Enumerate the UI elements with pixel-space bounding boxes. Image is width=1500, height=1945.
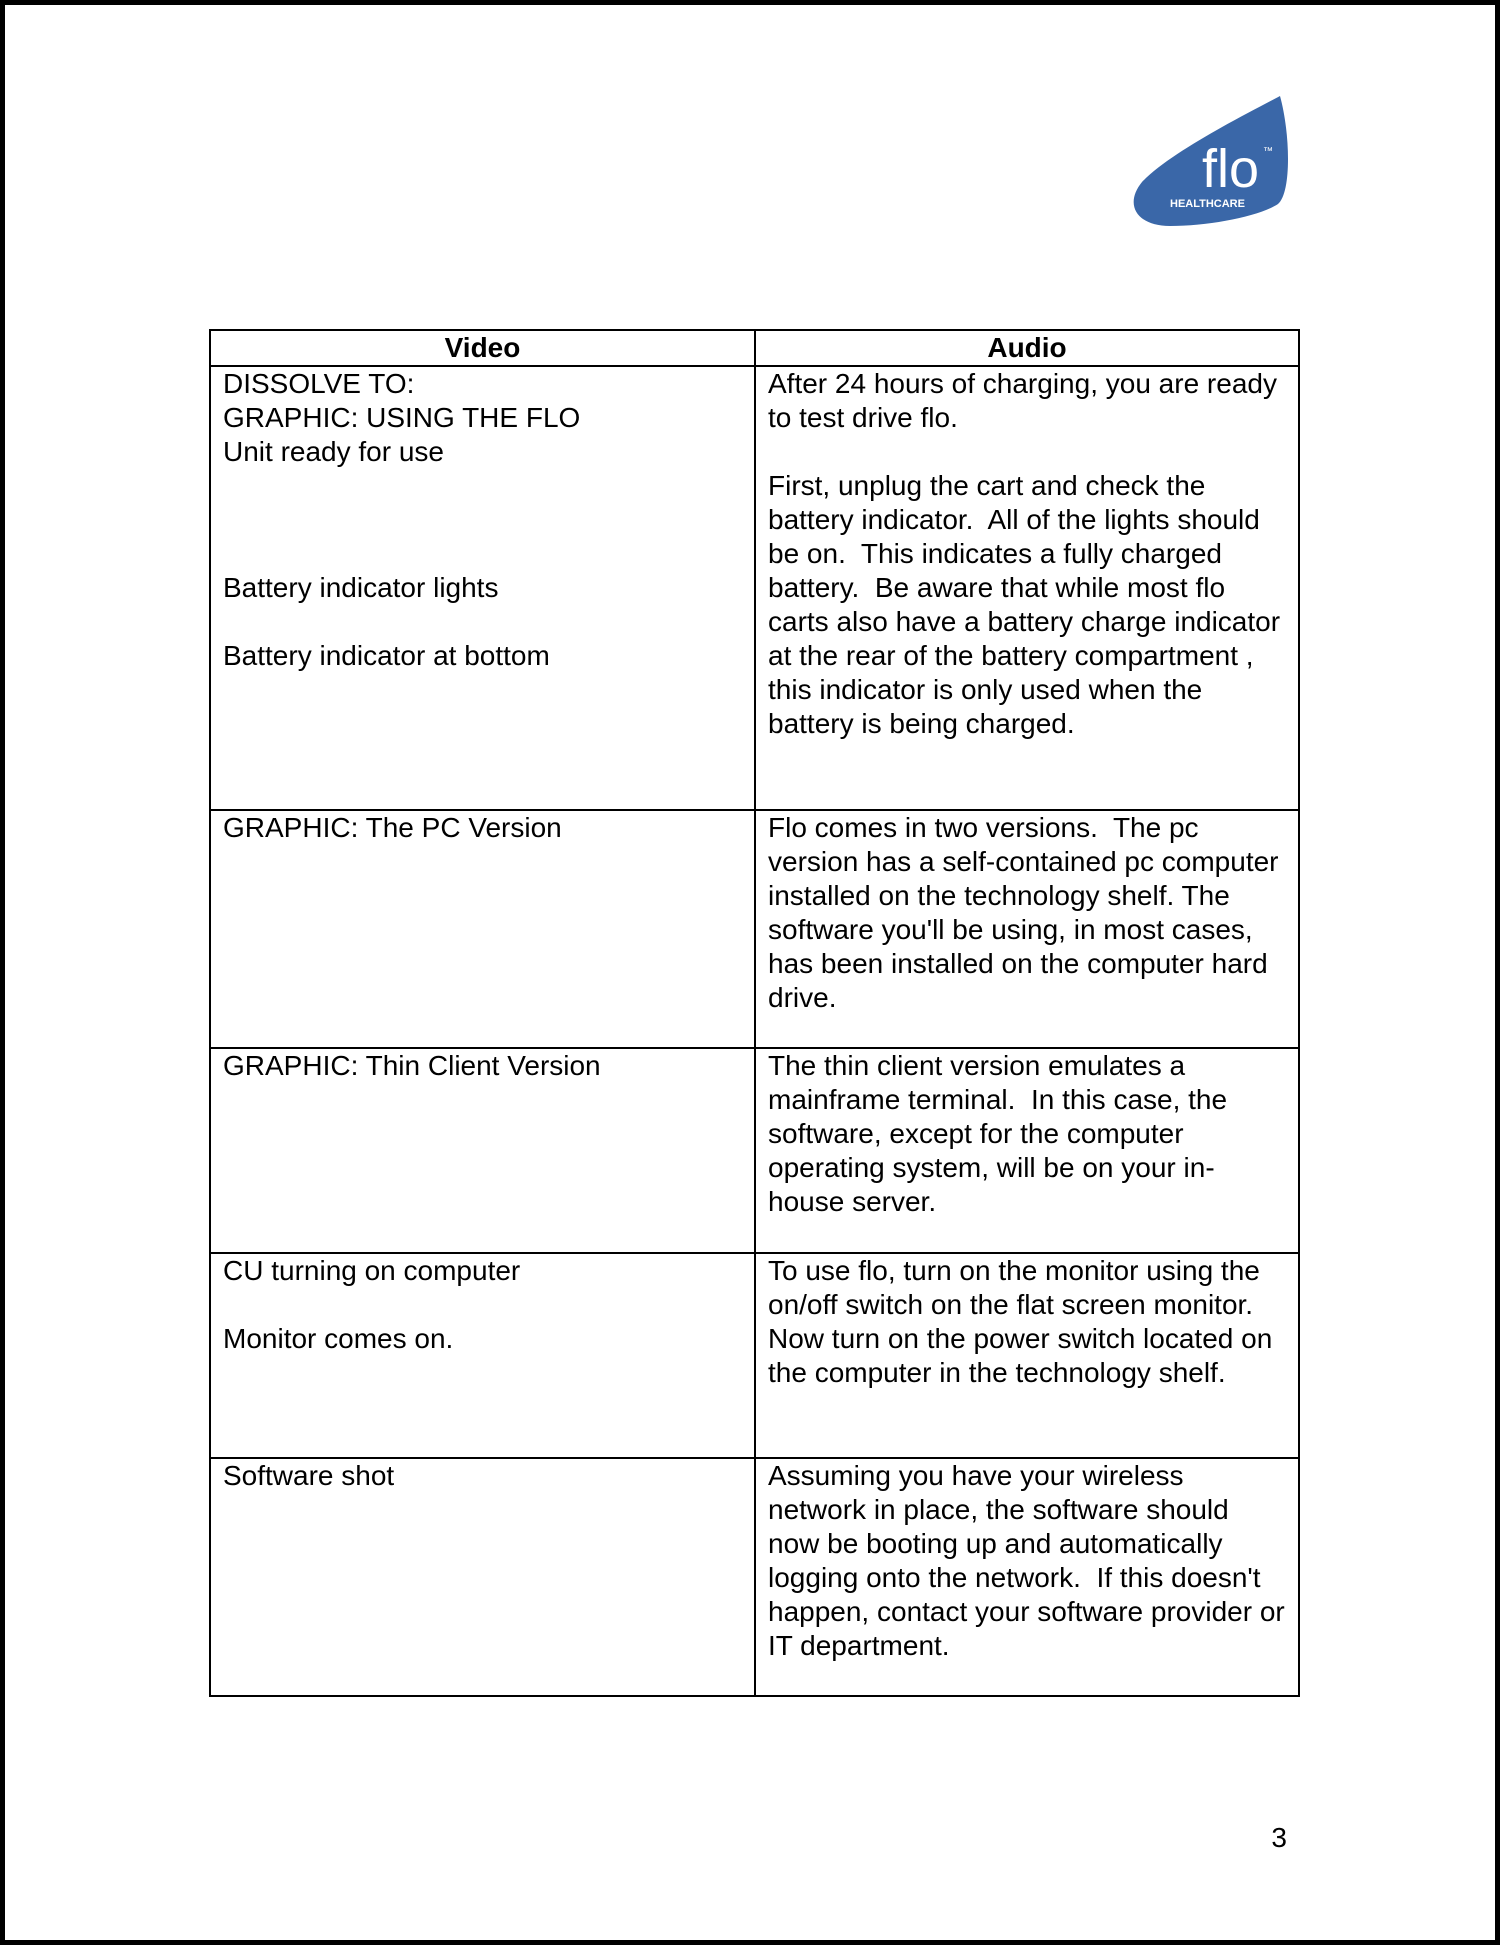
spacer	[223, 469, 742, 503]
audio-cell	[755, 1253, 1299, 1458]
header-audio: Audio	[755, 330, 1299, 366]
video-cell	[210, 1048, 755, 1253]
video-cell	[210, 366, 755, 810]
video-line: GRAPHIC: USING THE FLO	[223, 402, 581, 433]
video-line: Software shot	[223, 1460, 395, 1491]
audio-paragraph: Flo comes in two versions. The pc version has a self-contained pc computer installed on the technology shelf. The software you'll be using, in most cases, has been installed on the computer hard drive.	[768, 812, 1287, 1013]
video-cell	[210, 1253, 755, 1458]
spacer	[223, 605, 742, 639]
spacer	[223, 537, 742, 571]
video-line: CU turning on computer	[223, 1255, 521, 1286]
video-line: Battery indicator lights	[223, 572, 499, 603]
logo-trademark: ™	[1263, 146, 1273, 157]
video-cell	[210, 810, 755, 1048]
table-row	[210, 1048, 1299, 1253]
audio-paragraph: Assuming you have your wireless network in place, the software should now be booting up and automatically logging onto the network. If this doesn't happen, contact your software provider or IT department.	[768, 1460, 1293, 1661]
video-line: GRAPHIC: Thin Client Version	[223, 1050, 601, 1081]
audio-cell	[755, 1048, 1299, 1253]
audio-paragraph: To use flo, turn on the monitor using the on/off switch on the flat screen monitor. Now turn on the power switch located on the computer in the technology shelf.	[768, 1255, 1281, 1388]
table-header-row	[210, 330, 1299, 366]
script-table	[209, 329, 1300, 1697]
logo-subtext: HEALTHCARE	[1170, 198, 1245, 210]
spacer	[223, 1288, 742, 1322]
table-row	[210, 810, 1299, 1048]
audio-cell	[755, 366, 1299, 810]
logo-wordmark: flo	[1202, 139, 1260, 199]
audio-paragraph: After 24 hours of charging, you are ready to test drive flo.	[768, 368, 1285, 433]
video-line: Unit ready for use	[223, 436, 444, 467]
video-line: Monitor comes on.	[223, 1323, 454, 1354]
audio-paragraph: The thin client version emulates a mainframe terminal. In this case, the software, except for the computer operating system, will be on your in-house server.	[768, 1050, 1235, 1217]
audio-cell	[755, 1458, 1299, 1696]
header-video: Video	[210, 330, 755, 366]
flo-logo-icon	[1130, 92, 1290, 232]
table-row	[210, 1253, 1299, 1458]
page-number: 3	[1271, 1822, 1287, 1853]
table-row	[210, 366, 1299, 810]
video-line: DISSOLVE TO:	[223, 368, 415, 399]
audio-paragraph: First, unplug the cart and check the battery indicator. All of the lights should be on. This indicates a fully charged battery. Be aware that while most flo carts also have a battery charge indicator at the rear of the battery compartment , this indicator is only used when the battery is being charged.	[768, 470, 1288, 739]
spacer	[768, 435, 1286, 469]
table-row	[210, 1458, 1299, 1696]
audio-cell	[755, 810, 1299, 1048]
video-cell	[210, 1458, 755, 1696]
flo-healthcare-logo	[1130, 92, 1290, 232]
spacer	[223, 503, 742, 537]
video-line: GRAPHIC: The PC Version	[223, 812, 562, 843]
video-line: Battery indicator at bottom	[223, 640, 550, 671]
